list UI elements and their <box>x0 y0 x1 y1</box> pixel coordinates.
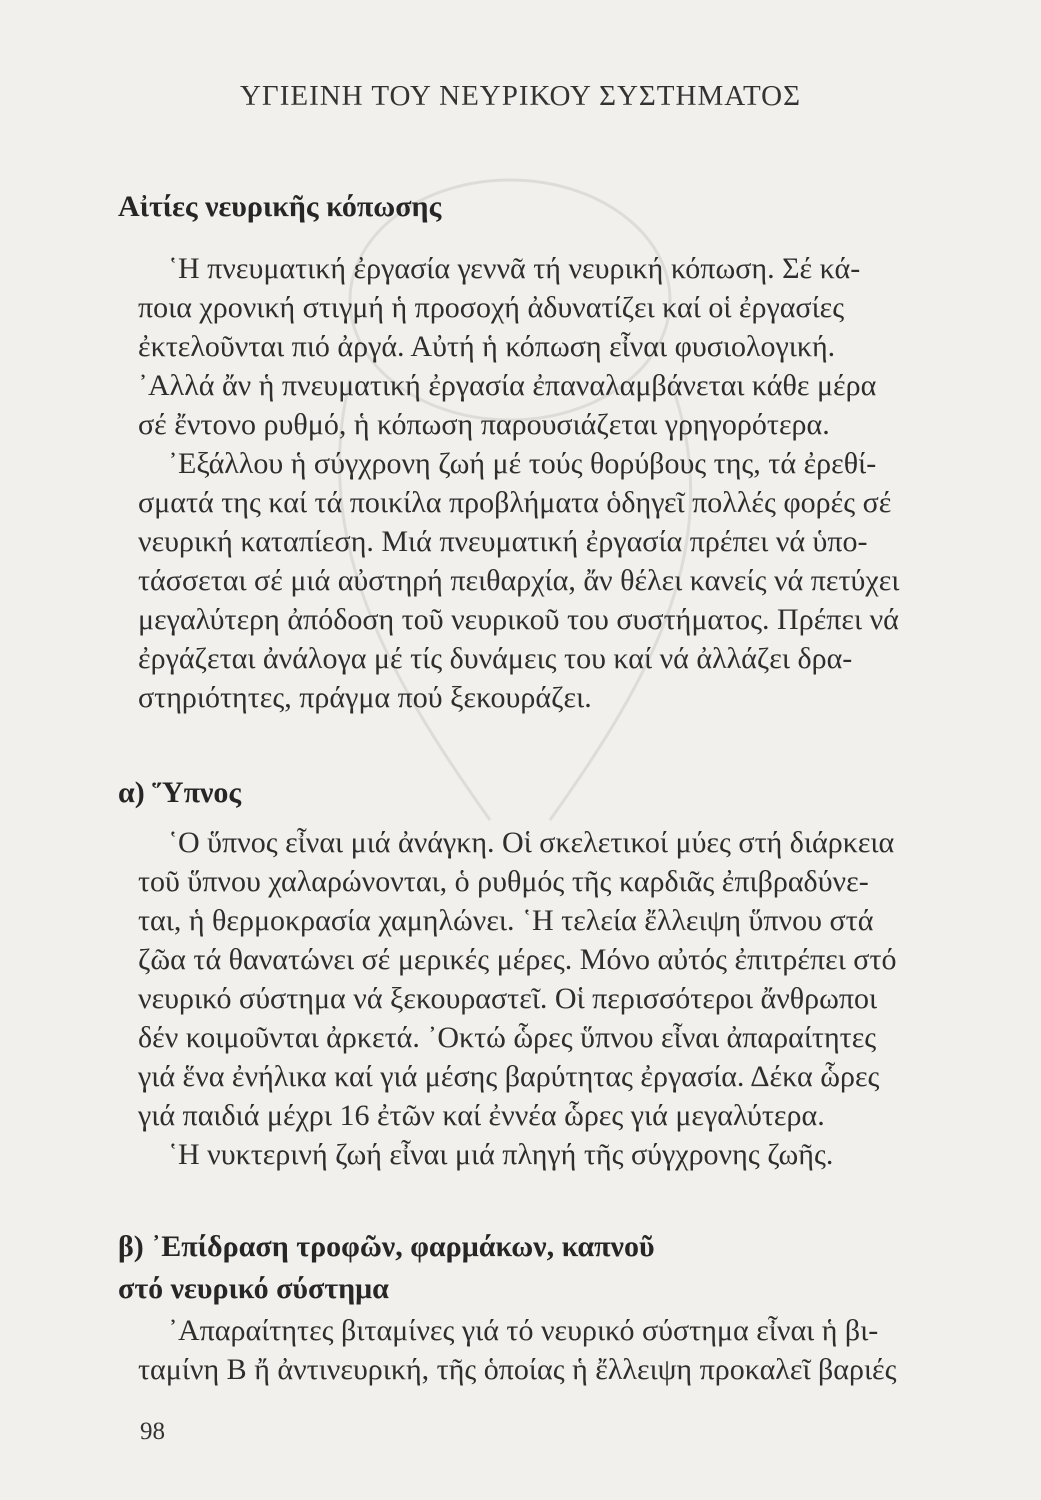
text-line: τάσσεται σέ μιά αὐστηρή πειθαρχία, ἄν θέλει κανείς νά πετύχει <box>138 564 900 597</box>
text-line: ᾿Εξάλλου ἡ σύγχρονη ζωή μέ τούς θορύβους της, τά ἐρεθί- <box>168 447 877 480</box>
text-line: ζῶα τά θανατώνει σέ μερικές μέρες. Μόνο αὐτός ἐπιτρέπει στό <box>138 943 897 976</box>
text-line: νευρικό σύστημα νά ξεκουραστεῖ. Οἱ περισσότεροι ἄνθρωποι <box>138 982 878 1015</box>
section-heading-effects-line2: στό νευρικό σύστημα <box>118 1272 389 1305</box>
text-line: ται, ἡ θερμοκρασία χαμηλώνει. ῾Η τελεία ἔλλειψη ὕπνου στά <box>138 904 874 937</box>
text-line: ἐργάζεται ἀνάλογα μέ τίς δυνάμεις του καί νά ἀλλάζει δρα- <box>138 642 853 675</box>
page-number: 98 <box>140 1418 165 1445</box>
text-line: σματά της καί τά ποικίλα προβλήματα ὁδηγεῖ πολλές φορές σέ <box>138 486 892 519</box>
paragraph-effects <box>138 1311 980 1389</box>
text-line: ᾿Απαραίτητες βιταμίνες γιά τό νευρικό σύστημα εἶναι ἡ βι- <box>168 1314 879 1347</box>
text-line: νευρική καταπίεση. Μιά πνευματική ἐργασία πρέπει νά ὑπο- <box>138 525 868 558</box>
text-line: ποια χρονική στιγμή ἡ προσοχή ἀδυνατίζει καί οἱ ἐργασίες <box>138 291 845 324</box>
section-heading-causes: Αἰτίες νευρικῆς κόπωσης <box>118 190 442 223</box>
text-line: ῾Ο ὕπνος εἶναι μιά ἀνάγκη. Οἱ σκελετικοί μύες στή διάρκεια <box>168 826 895 859</box>
text-line: δέν κοιμοῦνται ἀρκετά. ᾿Οκτώ ὧρες ὕπνου εἶναι ἀπαραίτητες <box>138 1021 877 1054</box>
text-line: τοῦ ὕπνου χαλαρώνονται, ὁ ρυθμός τῆς καρδιᾶς ἐπιβραδύνε- <box>138 865 869 898</box>
text-line: ἐκτελοῦνται πιό ἀργά. Αὐτή ἡ κόπωση εἶναι φυσιολογική. <box>138 330 836 363</box>
section-heading-effects-line1: β) ᾿Επίδραση τροφῶν, φαρμάκων, καπνοῦ <box>118 1230 655 1263</box>
section-heading-sleep: α) Ὕπνος <box>118 776 242 809</box>
text-line: ῾Η νυκτερινή ζωή εἶναι μιά πληγή τῆς σύγχρονης ζωῆς. <box>168 1138 834 1171</box>
text-line: ᾿Αλλά ἄν ἡ πνευματική ἐργασία ἐπαναλαμβάνεται κάθε μέρα <box>138 369 877 402</box>
text-line: ταμίνη Β ἤ ἀντινευρική, τῆς ὁποίας ἡ ἔλλειψη προκαλεῖ βαριές <box>138 1353 897 1386</box>
text-line: γιά παιδιά μέχρι 16 ἐτῶν καί ἐννέα ὧρες γιά μεγαλύτερα. <box>138 1099 825 1132</box>
paragraph-sleep <box>138 823 980 1174</box>
text-line: σέ ἔντονο ρυθμό, ἡ κόπωση παρουσιάζεται γρηγορότερα. <box>138 408 830 441</box>
text-line: ῾Η πνευματική ἐργασία γεννᾶ τή νευρική κόπωση. Σέ κά- <box>168 252 861 285</box>
paragraph-causes <box>138 249 980 717</box>
text-line: στηριότητες, πράγμα πού ξεκουράζει. <box>138 681 592 714</box>
text-line: μεγαλύτερη ἀπόδοση τοῦ νευρικοῦ του συστήματος. Πρέπει νά <box>138 603 899 636</box>
running-head: ΥΓΙΕΙΝΗ ΤΟΥ ΝΕΥΡΙΚΟΥ ΣΥΣΤΗΜΑΤΟΣ <box>239 80 801 112</box>
section-heading-effects <box>118 1226 655 1310</box>
text-line: γιά ἕνα ἐνήλικα καί γιά μέσης βαρύτητας ἐργασία. Δέκα ὧρες <box>138 1060 880 1093</box>
